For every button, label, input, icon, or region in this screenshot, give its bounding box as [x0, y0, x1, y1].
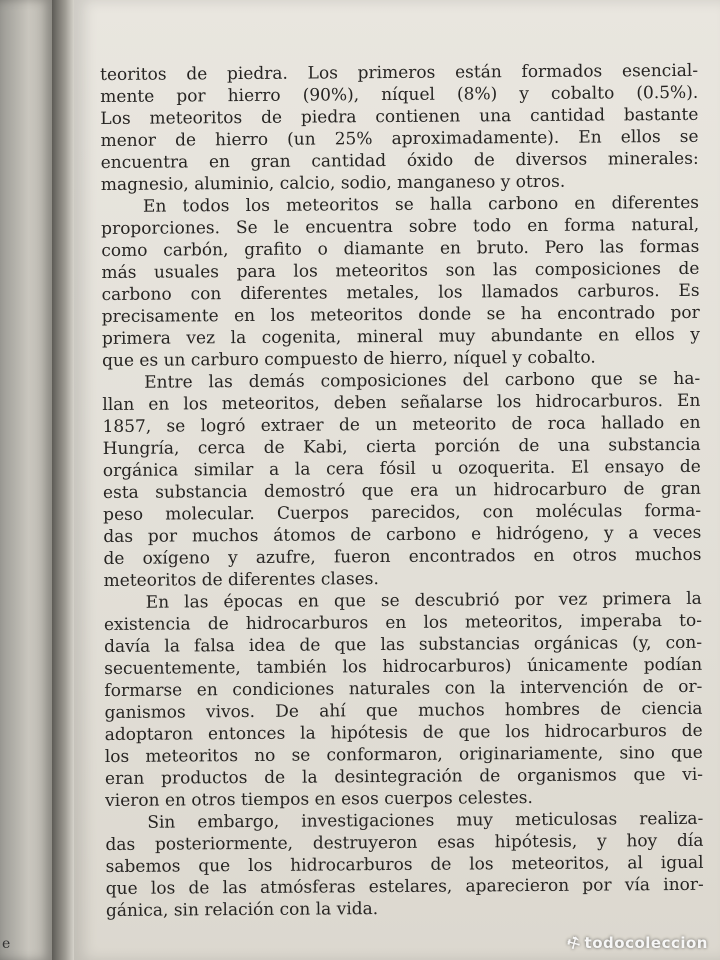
text-line: como carbón, grafito o diamante en bruto. Pero las formas — [101, 236, 700, 261]
text-line: de oxígeno y azufre, fueron encontrados en otros muchos — [103, 544, 702, 569]
text-line: davía la falsa idea de que las substancias orgánicas (y, con- — [104, 632, 703, 657]
text-line: das por muchos átomos de carbono e hidrógeno, y a veces — [103, 522, 702, 547]
text-line: ganismos vivos. De ahí que muchos hombres de ciencia — [104, 698, 703, 723]
text-line: En las épocas en que se descubrió por vez primera la — [145, 588, 702, 613]
text-line: das posteriormente, destruyeron esas hipótesis, y hoy día — [105, 830, 704, 855]
text-line: Hungría, cerca de Kabi, cierta porción de una substancia — [102, 434, 701, 459]
text-line: meteoritos de diferentes clases. — [103, 569, 379, 591]
text-line: eran productos de la desintegración de organismos que vi- — [104, 764, 704, 789]
text-line: precisamente en los meteoritos donde se ha encontrado por — [101, 302, 700, 327]
text-line: los meteoritos no se conformaron, originariamente, sino que — [104, 742, 703, 767]
paragraph — [100, 60, 699, 196]
text-line: primera vez la cogenita, mineral muy abundante en ellos y — [101, 324, 700, 349]
watermark-text: todocoleccion — [584, 934, 708, 952]
text-line: carbono con diferentes metales, los llamados carburos. Es — [101, 280, 700, 305]
text-line: orgánica similar a la cera fósil u ozoquerita. El ensayo de — [102, 456, 701, 481]
book-gutter — [52, 0, 74, 960]
text-line: mente por hierro (90%), níquel (8%) y cobalto (0.5%). — [100, 82, 699, 107]
text-line: adoptaron entonces la hipótesis de que los hidrocarburos de — [104, 720, 703, 745]
text-line: gánica, sin relación con la vida. — [105, 899, 379, 921]
left-page-edge — [0, 0, 52, 960]
paragraph — [101, 192, 700, 372]
watermark — [563, 931, 708, 955]
text-line: vieron en otros tiempos en esos cuerpos celestes. — [105, 787, 533, 811]
text-line: encuentra en gran cantidad óxido de diversos minerales: — [100, 148, 699, 173]
text-line: sabemos que los hidrocarburos de los meteoritos, al igual — [105, 852, 704, 877]
text-line: existencia de hidrocarburos en los meteoritos, imperaba to- — [103, 610, 702, 635]
book-page — [74, 0, 720, 960]
text-line: En todos los meteoritos se halla carbono en diferentes — [142, 192, 700, 217]
paragraph — [105, 808, 704, 922]
text-line: menor de hierro (un 25% aproximadamente). En ellos se — [100, 126, 699, 151]
text-line: más usuales para los meteoritos son las composiciones de — [101, 258, 700, 283]
text-line: esta substancia demostró que era un hidrocarburo de gran — [102, 478, 702, 503]
text-line: que es un carburo compuesto de hierro, níquel y cobalto. — [102, 347, 596, 371]
page-text — [100, 60, 704, 922]
paragraph — [102, 368, 702, 592]
text-line: Entre las demás composiciones del carbono que se ha- — [144, 368, 701, 393]
text-line: llan en los meteoritos, deben señalarse los hidrocarburos. En — [102, 390, 701, 415]
text-line: formarse en condiciones naturales con la intervención de or- — [104, 676, 703, 701]
text-line: Sin embargo, investigaciones muy meticulosas realiza- — [147, 808, 704, 833]
text-line: proporciones. Se le encuentra sobre todo en forma natural, — [101, 214, 700, 239]
text-line: Los meteoritos de piedra contienen una cantidad bastante — [100, 104, 699, 129]
text-line: peso molecular. Cuerpos parecidos, con moléculas forma- — [103, 500, 702, 525]
hammer-icon: ⚒ — [563, 931, 585, 955]
text-line: magnesio, aluminio, calcio, sodio, manganeso y otros. — [100, 171, 566, 195]
text-line: 1857, se logró extraer de un meteorito de roca hallado en — [102, 412, 701, 437]
text-line: secuentemente, también los hidrocarburos) únicamente podían — [104, 654, 703, 679]
paragraph — [104, 588, 704, 812]
text-line: que los de las atmósferas estelares, aparecieron por vía inor- — [105, 874, 704, 899]
text-line: teoritos de piedra. Los primeros están formados esencial- — [100, 60, 699, 85]
left-page-fragment: e — [2, 936, 11, 952]
